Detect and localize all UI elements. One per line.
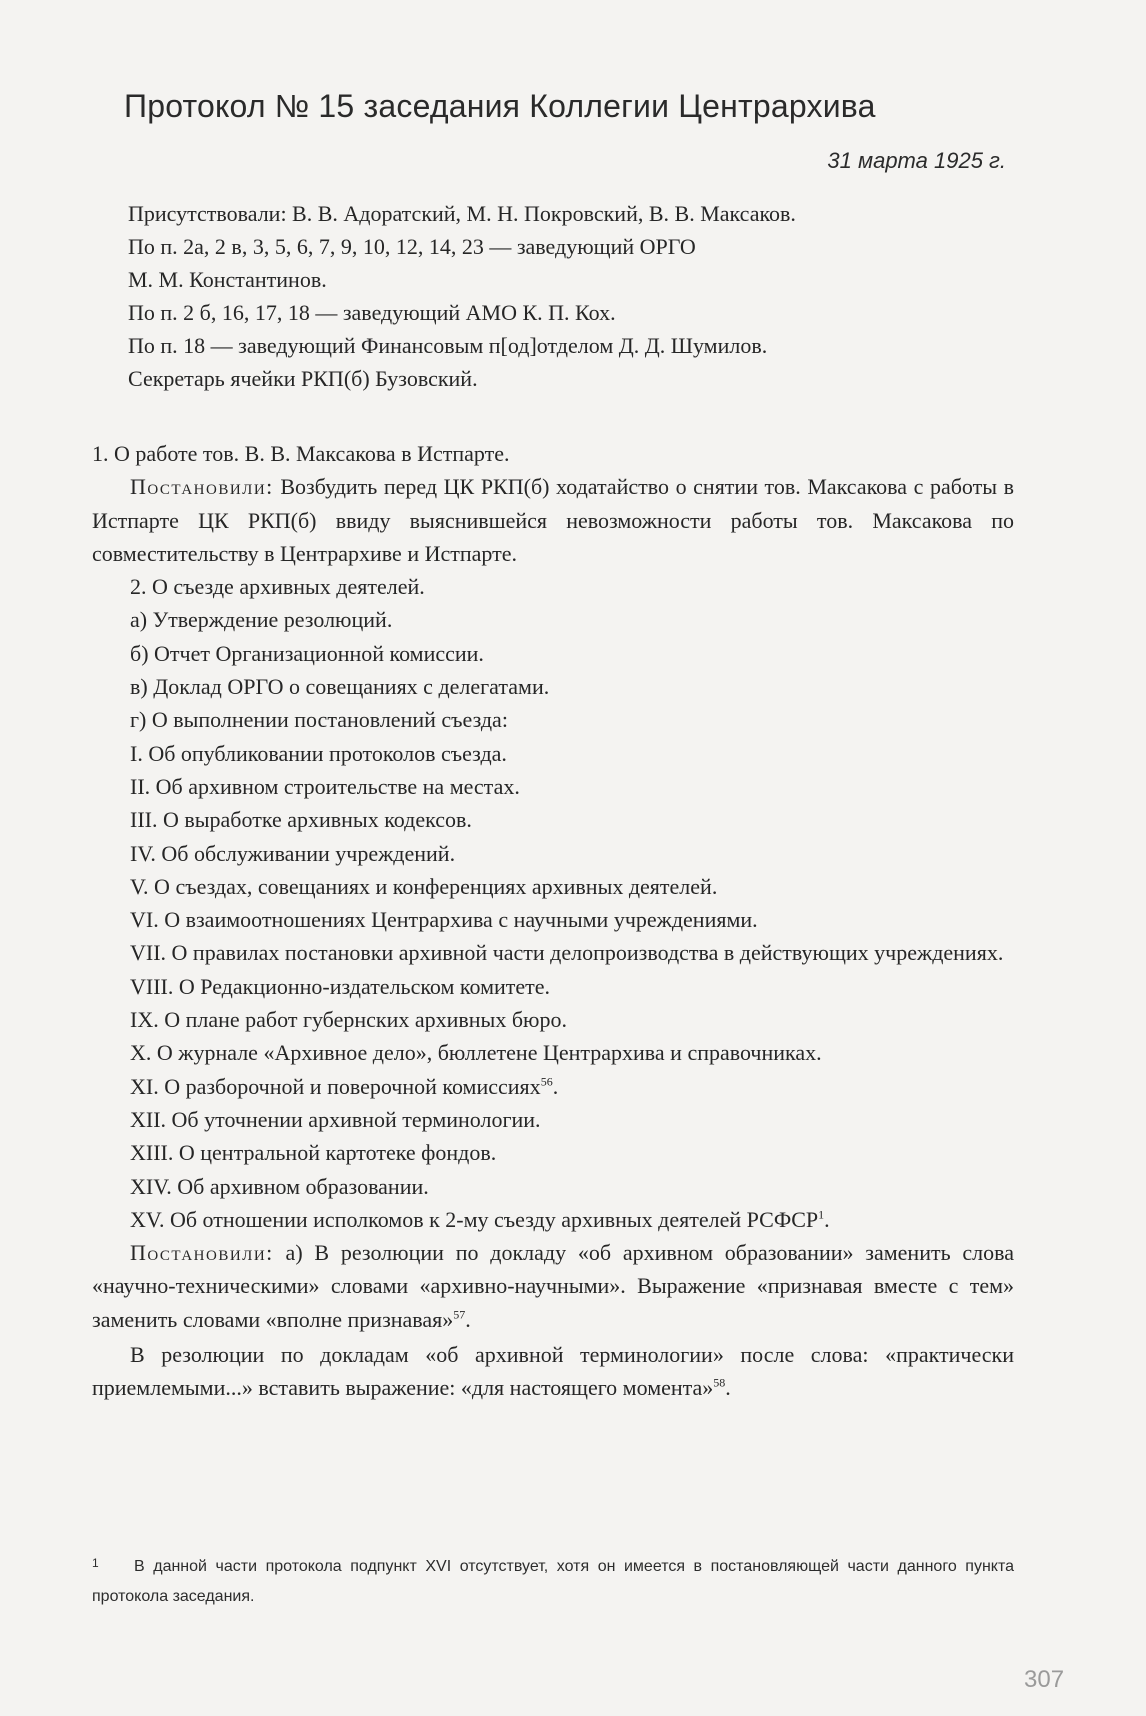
agenda-subitem: III. О выработке архивных кодексов. (130, 807, 472, 833)
item-2-resolution (92, 1236, 1014, 1336)
subitem-text: XV. Об отношении исполкомов к 2-му съезду архивных деятелей РСФСР (130, 1206, 819, 1232)
resolved-label: Постановили: (130, 1240, 274, 1266)
agenda-subitem: XIV. Об архивном образовании. (130, 1173, 429, 1199)
item-1-resolution (92, 470, 1014, 570)
agenda-subitem: X. О журнале «Архивное дело», бюллетене Центрархива и справочниках. (130, 1040, 822, 1066)
resolution-end: . (465, 1306, 471, 1332)
attendance-line: По п. 2а, 2 в, 3, 5, 6, 7, 9, 10, 12, 14, 23 — заведующий ОРГО (128, 234, 696, 259)
attendance-line: Присутствовали: В. В. Адоратский, М. Н. Покровский, В. В. Максаков. (128, 201, 796, 226)
footnote-ref: 1 (818, 1207, 825, 1222)
subitem-end: . (552, 1073, 559, 1099)
page-number: 307 (1024, 1666, 1065, 1693)
attendance-line: По п. 18 — заведующий Финансовым п[од]отделом Д. Д. Шумилов. (128, 333, 768, 358)
attendance-block (128, 197, 988, 395)
resolution-text: Возбудить перед ЦК РКП(б) ходатайство о снятии тов. Максакова с работы в Истпарте ЦК РКП(б) ввиду выяснившейся невозможности работы тов. Максакова по совместительству в Центрархиве и Истпарте. (92, 474, 1014, 566)
footnote-ref: 57 (453, 1307, 466, 1322)
agenda-subitem: б) Отчет Организационной комиссии. (130, 640, 484, 666)
footnote (92, 1548, 1014, 1612)
item-1-heading: 1. О работе тов. В. В. Максакова в Истпарте. (92, 441, 510, 466)
agenda-subitem: IV. Об обслуживании учреждений. (130, 840, 456, 866)
agenda-subitem: V. О съездах, совещаниях и конференциях архивных деятелей. (130, 873, 718, 899)
attendance-line: По п. 2 б, 16, 17, 18 — заведующий АМО К. П. Кох. (128, 300, 616, 325)
page-title: Протокол № 15 заседания Коллегии Центрархива (124, 88, 876, 124)
agenda-subitem (92, 1203, 1014, 1236)
footnote-ref: 56 (540, 1074, 553, 1089)
agenda-subitem: а) Утверждение резолюций. (130, 607, 393, 633)
attendance-line: Секретарь ячейки РКП(б) Бузовский. (128, 366, 478, 391)
resolved-label: Постановили: (130, 474, 274, 500)
protocol-body (92, 437, 1014, 1405)
agenda-subitem: VIII. О Редакционно-издательском комитете. (130, 973, 551, 999)
agenda-subitem: II. Об архивном строительстве на местах. (130, 773, 520, 799)
agenda-subitem: VII. О правилах постановки архивной части делопроизводства в действующих учреждениях. (130, 940, 1004, 966)
resolution-text: а) В резолюции по докладу «об архивном образовании» заменить слова «научно-техническими» словами «архивно-научными». Выражение «признавая вместе с тем» заменить словами «вполне признавая» (92, 1240, 1014, 1332)
agenda-subitem: XII. Об уточнении архивной терминологии. (130, 1106, 541, 1132)
agenda-subitem: в) Доклад ОРГО о совещаниях с делегатами. (130, 674, 550, 700)
item-2-resolution-paragraph (92, 1338, 1014, 1405)
agenda-subitem (92, 1070, 1014, 1103)
item-2-heading: 2. О съезде архивных деятелей. (130, 574, 425, 600)
footnote-text: В данной части протокола подпункт XVI отсутствует, хотя он имеется в постановляющей части данного пункта протокола заседания. (92, 1558, 1014, 1605)
agenda-subitem: XIII. О центральной картотеке фондов. (130, 1140, 497, 1166)
footnote-ref: 58 (713, 1375, 726, 1390)
agenda-subitem: VI. О взаимоотношениях Центрархива с научными учреждениями. (130, 907, 758, 933)
footnote-mark: 1 (92, 1556, 99, 1570)
subitem-end: . (824, 1206, 830, 1232)
agenda-subitem: I. Об опубликовании протоколов съезда. (130, 740, 507, 766)
agenda-subitem: IX. О плане работ губернских архивных бюро. (130, 1007, 567, 1033)
subitem-text: XI. О разборочной и поверочной комиссиях (130, 1073, 541, 1099)
meeting-date: 31 марта 1925 г. (827, 148, 1006, 173)
attendance-line: М. М. Константинов. (128, 267, 327, 292)
agenda-subitem: г) О выполнении постановлений съезда: (130, 707, 508, 733)
resolution-text: В резолюции по докладам «об архивной терминологии» после слова: «практически приемлемыми...» вставить выражение: «для настоящего момента» (92, 1342, 1014, 1401)
resolution-end: . (725, 1375, 731, 1401)
